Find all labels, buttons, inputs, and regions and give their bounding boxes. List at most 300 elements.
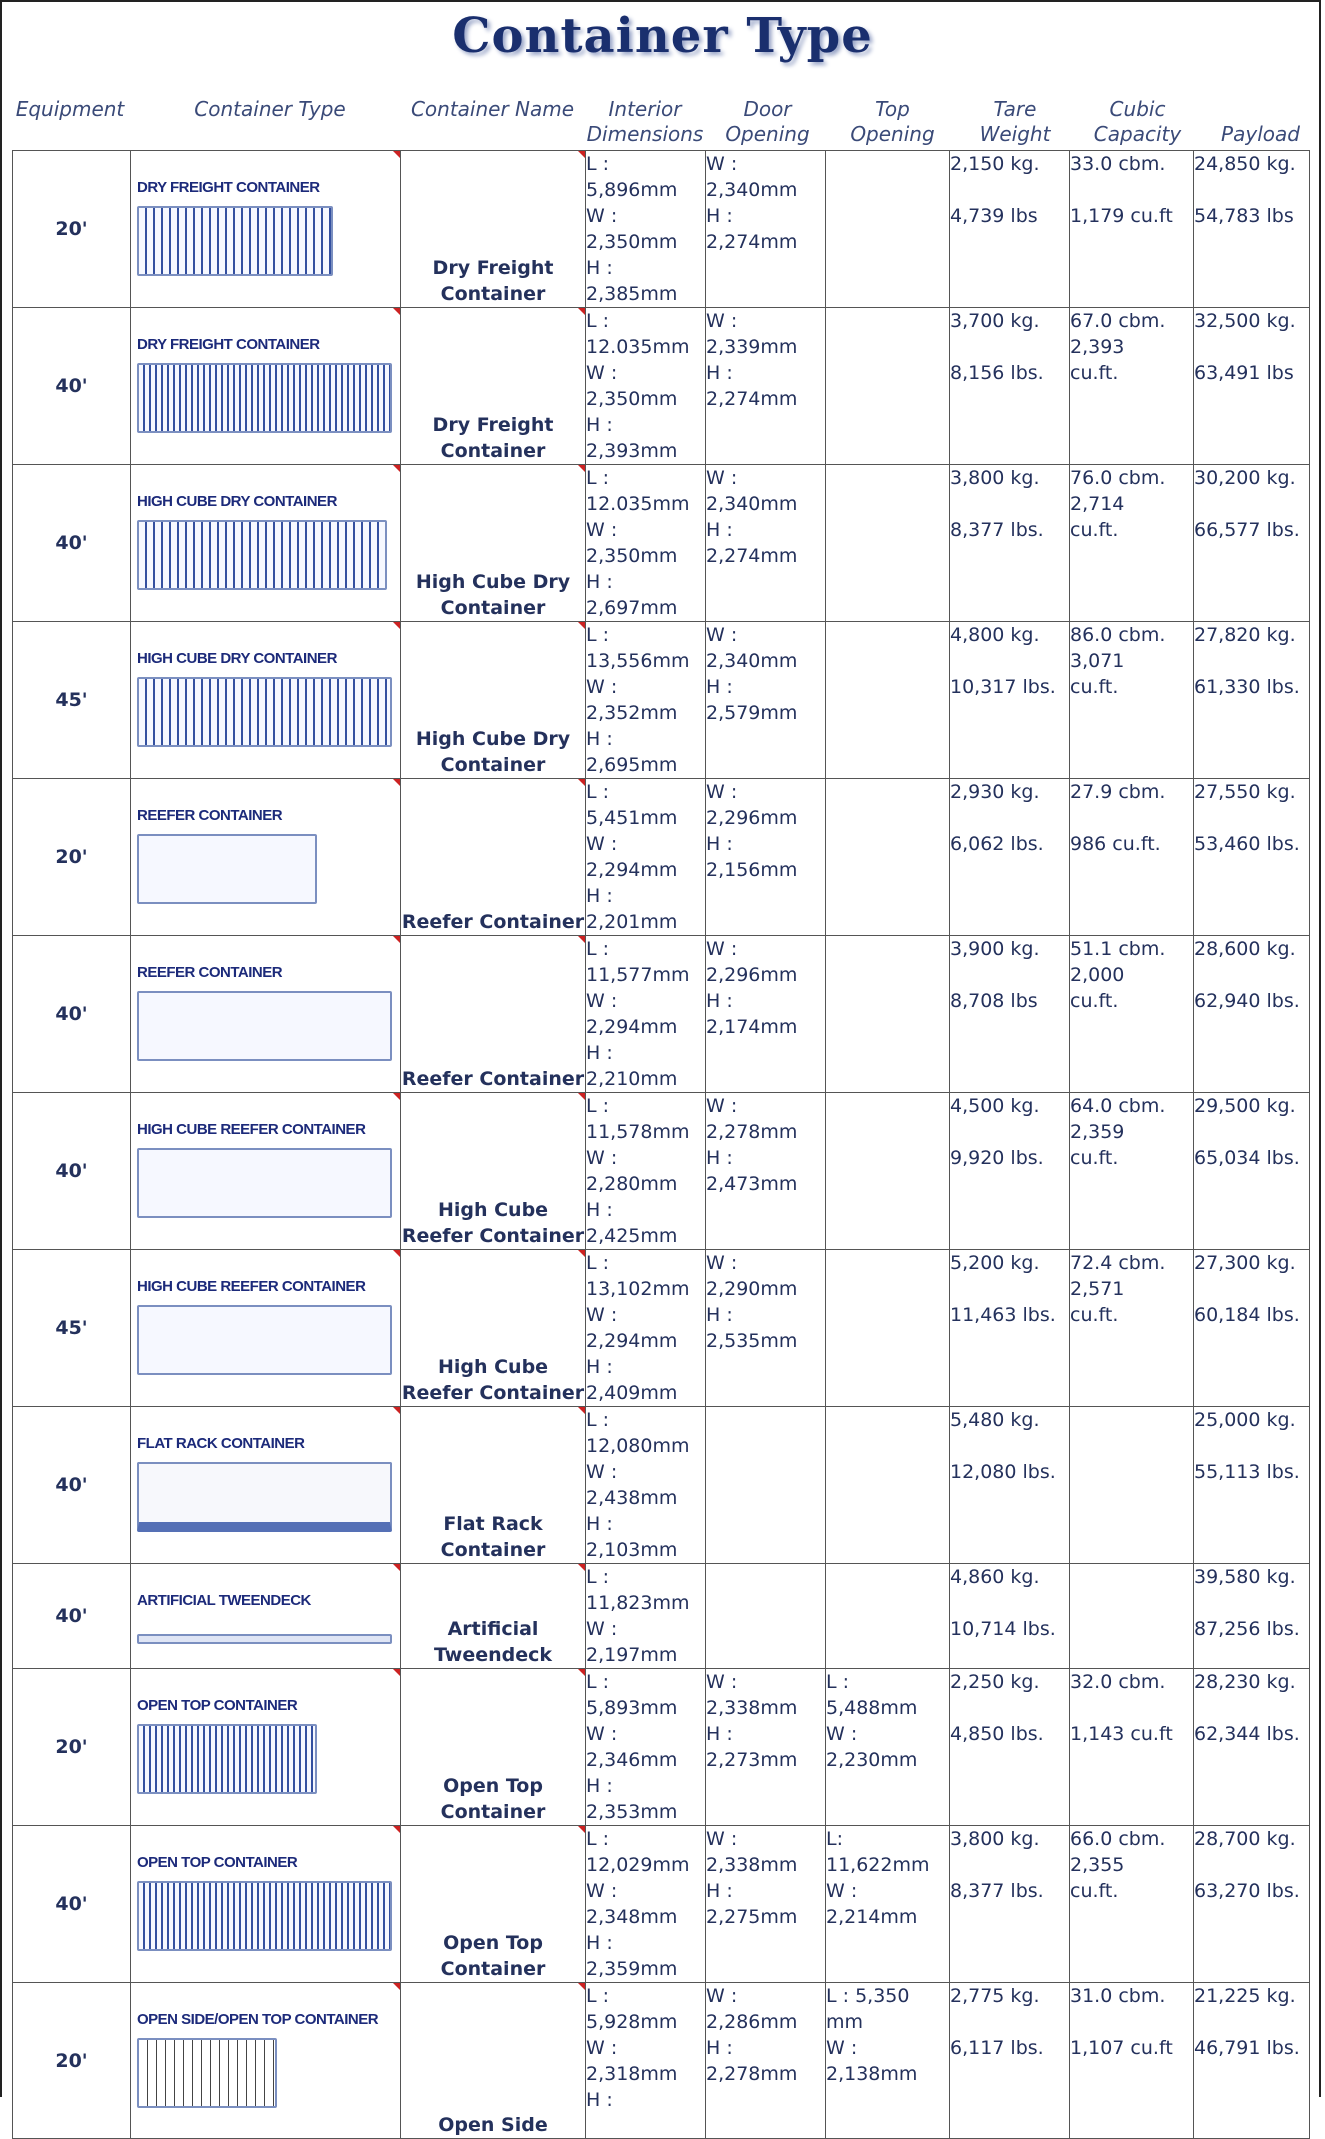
- top-opening-cell: [826, 308, 950, 465]
- header-equipment: Equipment: [15, 97, 125, 121]
- interior-dimensions-value: 2,409mm: [586, 1382, 678, 1404]
- equipment-size: 40': [55, 1474, 88, 1496]
- comment-marker-icon: [393, 1669, 400, 1676]
- cubic-capacity-value: 86.0 cbm.: [1070, 624, 1166, 646]
- interior-dimensions-value: 5,893mm: [586, 1697, 678, 1719]
- payload-value: 25,000 kg.: [1194, 1409, 1296, 1431]
- door-opening-value: 2,339mm: [706, 336, 798, 358]
- equipment-size: 20': [55, 2049, 88, 2072]
- container-name: High Cube Dry Container: [415, 571, 571, 619]
- interior-dimensions-value: W :: [586, 1618, 618, 1640]
- container-type-cell: [131, 1826, 401, 1983]
- door-opening-value: 2,338mm: [706, 1854, 798, 1876]
- comment-marker-icon: [578, 308, 585, 315]
- door-opening-value: W :: [706, 467, 738, 489]
- payload-value: 39,580 kg.: [1194, 1566, 1296, 1588]
- payload-cell: [1194, 1826, 1310, 1983]
- top-opening-cell: [826, 779, 950, 936]
- container-diagram: [137, 1724, 317, 1794]
- cubic-capacity-cell: [1070, 1407, 1194, 1564]
- payload-value: 27,550 kg.: [1194, 781, 1296, 803]
- equipment-size: 45': [55, 1317, 88, 1339]
- container-type-cell: [131, 1564, 401, 1669]
- equipment-cell: [13, 1669, 131, 1826]
- table-row: [13, 308, 1310, 465]
- payload-value: 30,200 kg.: [1194, 467, 1296, 489]
- door-opening-value: H :: [706, 990, 733, 1012]
- interior-dimensions-value: W :: [586, 676, 618, 698]
- top-opening-value: mm: [826, 2011, 864, 2033]
- comment-marker-icon: [578, 1826, 585, 1833]
- payload-value: 46,791 lbs.: [1194, 2037, 1300, 2059]
- interior-dimensions-value: H :: [586, 414, 613, 436]
- door-opening-value: W :: [706, 310, 738, 332]
- door-opening-value: W :: [706, 1252, 738, 1274]
- door-opening-value: W :: [706, 624, 738, 646]
- interior-dimensions-value: L :: [586, 781, 610, 803]
- door-opening-value: 2,278mm: [706, 1121, 798, 1143]
- tare-weight-value: 8,156 lbs.: [950, 362, 1044, 384]
- interior-dimensions-value: W :: [586, 1880, 618, 1902]
- door-opening-value: W :: [706, 153, 738, 175]
- payload-value: 63,270 lbs.: [1194, 1880, 1300, 1902]
- payload-value: 24,850 kg.: [1194, 153, 1296, 175]
- header-door-1: Door: [743, 97, 792, 121]
- container-name: High Cube Dry Container: [415, 728, 571, 776]
- container-name-cell: [401, 1564, 586, 1669]
- tare-weight-cell: [950, 779, 1070, 936]
- cubic-capacity-cell: [1070, 1564, 1194, 1669]
- comment-marker-icon: [578, 1407, 585, 1414]
- equipment-size: 40': [55, 1605, 88, 1627]
- container-name: Reefer Container: [401, 1068, 585, 1090]
- door-opening-cell: [706, 151, 826, 308]
- cubic-capacity-value: cu.ft.: [1070, 1147, 1119, 1169]
- comment-marker-icon: [393, 151, 400, 158]
- comment-marker-icon: [393, 308, 400, 315]
- equipment-cell: [13, 1250, 131, 1407]
- interior-dimensions-value: L :: [586, 310, 610, 332]
- comment-marker-icon: [578, 936, 585, 943]
- door-opening-cell: [706, 622, 826, 779]
- equipment-size: 40': [55, 375, 88, 397]
- cubic-capacity-value: cu.ft.: [1070, 1304, 1119, 1326]
- cubic-capacity-value: 1,107 cu.ft: [1070, 2037, 1173, 2059]
- top-opening-cell: [826, 622, 950, 779]
- header-container-name: Container Name: [410, 97, 575, 121]
- container-type-cell: [131, 465, 401, 622]
- door-opening-cell: [706, 308, 826, 465]
- container-name: Open Side: [438, 2114, 548, 2136]
- tare-weight-value: 11,463 lbs.: [950, 1304, 1056, 1326]
- container-name-cell: [401, 622, 586, 779]
- cubic-capacity-value: cu.ft.: [1070, 676, 1119, 698]
- top-opening-cell: [826, 1407, 950, 1564]
- container-type-label: HIGH CUBE REEFER CONTAINER: [137, 1121, 366, 1138]
- door-opening-value: H :: [706, 2037, 733, 2059]
- table-row: [13, 779, 1310, 936]
- equipment-size: 40': [55, 532, 88, 554]
- door-opening-value: W :: [706, 1828, 738, 1850]
- header-interior-2: Dimensions: [586, 122, 704, 146]
- door-opening-value: W :: [706, 781, 738, 803]
- payload-value: 27,300 kg.: [1194, 1252, 1296, 1274]
- interior-dimensions-value: W :: [586, 362, 618, 384]
- interior-dimensions-value: 12,080mm: [586, 1435, 690, 1457]
- interior-dimensions-value: 2,294mm: [586, 1330, 678, 1352]
- tare-weight-value: 2,930 kg.: [950, 781, 1040, 803]
- door-opening-value: H :: [706, 1880, 733, 1902]
- door-opening-value: H :: [706, 1304, 733, 1326]
- tare-weight-value: 4,800 kg.: [950, 624, 1040, 646]
- tare-weight-value: 2,250 kg.: [950, 1671, 1040, 1693]
- container-name: Flat Rack Container: [440, 1513, 546, 1561]
- payload-cell: [1194, 1669, 1310, 1826]
- interior-dimensions-value: 2,348mm: [586, 1906, 678, 1928]
- header-tare-1: Tare: [993, 97, 1037, 121]
- top-opening-cell: [826, 1826, 950, 1983]
- table-row: [13, 622, 1310, 779]
- comment-marker-icon: [393, 779, 400, 786]
- payload-cell: [1194, 1407, 1310, 1564]
- interior-dimensions-value: H :: [586, 2089, 613, 2111]
- cubic-capacity-value: 27.9 cbm.: [1070, 781, 1166, 803]
- equipment-size: 20': [55, 218, 88, 240]
- interior-dimensions-value: H :: [586, 571, 613, 593]
- container-type-label: REEFER CONTAINER: [137, 807, 283, 824]
- cubic-capacity-value: 986 cu.ft.: [1070, 833, 1161, 855]
- comment-marker-icon: [393, 1093, 400, 1100]
- payload-cell: [1194, 779, 1310, 936]
- interior-dimensions-value: W :: [586, 205, 618, 227]
- door-opening-value: 2,340mm: [706, 179, 798, 201]
- tare-weight-cell: [950, 936, 1070, 1093]
- container-name-cell: [401, 779, 586, 936]
- table-row: [13, 1564, 1310, 1669]
- door-opening-value: W :: [706, 1671, 738, 1693]
- cubic-capacity-value: 2,000: [1070, 964, 1125, 986]
- door-opening-value: 2,296mm: [706, 964, 798, 986]
- equipment-cell: [13, 622, 131, 779]
- table-row: [13, 1983, 1310, 2139]
- door-opening-value: H :: [706, 362, 733, 384]
- interior-dimensions-value: L :: [586, 1409, 610, 1431]
- payload-value: 53,460 lbs.: [1194, 833, 1300, 855]
- top-opening-value: W :: [826, 2037, 858, 2059]
- tare-weight-cell: [950, 1407, 1070, 1564]
- container-type-label: OPEN SIDE/OPEN TOP CONTAINER: [137, 2011, 379, 2028]
- top-opening-value: L:: [826, 1828, 843, 1850]
- container-name: Dry Freight Container: [432, 414, 554, 462]
- container-table: [12, 150, 1310, 2139]
- container-type-label: FLAT RACK CONTAINER: [137, 1435, 305, 1452]
- payload-value: 54,783 lbs: [1194, 205, 1294, 227]
- cubic-capacity-cell: [1070, 1250, 1194, 1407]
- interior-dimensions-cell: [586, 1669, 706, 1826]
- interior-dimensions-value: 2,695mm: [586, 754, 678, 776]
- interior-dimensions-value: 2,359mm: [586, 1958, 678, 1980]
- equipment-cell: [13, 465, 131, 622]
- container-diagram: [137, 2038, 277, 2108]
- top-opening-cell: [826, 151, 950, 308]
- tare-weight-value: 3,800 kg.: [950, 467, 1040, 489]
- payload-value: 60,184 lbs.: [1194, 1304, 1300, 1326]
- interior-dimensions-cell: [586, 1250, 706, 1407]
- cubic-capacity-value: 1,179 cu.ft: [1070, 205, 1173, 227]
- payload-cell: [1194, 465, 1310, 622]
- door-opening-value: W :: [706, 1985, 738, 2007]
- table-row: [13, 151, 1310, 308]
- container-name-cell: [401, 465, 586, 622]
- cubic-capacity-cell: [1070, 1669, 1194, 1826]
- payload-value: 63,491 lbs: [1194, 362, 1294, 384]
- interior-dimensions-value: H :: [586, 1513, 613, 1535]
- top-opening-value: 11,622mm: [826, 1854, 930, 1876]
- interior-dimensions-value: 2,280mm: [586, 1173, 678, 1195]
- cubic-capacity-value: 51.1 cbm.: [1070, 938, 1166, 960]
- table-row: [13, 1826, 1310, 1983]
- container-name-cell: [401, 936, 586, 1093]
- container-diagram: [137, 834, 317, 904]
- interior-dimensions-value: 2,425mm: [586, 1225, 678, 1247]
- interior-dimensions-value: W :: [586, 990, 618, 1012]
- payload-cell: [1194, 1250, 1310, 1407]
- top-opening-value: 2,214mm: [826, 1906, 918, 1928]
- interior-dimensions-value: L :: [586, 1566, 610, 1588]
- container-name-cell: [401, 1669, 586, 1826]
- cubic-capacity-value: cu.ft.: [1070, 990, 1119, 1012]
- container-type-cell: [131, 779, 401, 936]
- payload-cell: [1194, 1564, 1310, 1669]
- equipment-cell: [13, 1826, 131, 1983]
- tare-weight-value: 4,860 kg.: [950, 1566, 1040, 1588]
- top-opening-cell: [826, 1093, 950, 1250]
- equipment-cell: [13, 308, 131, 465]
- tare-weight-value: 5,480 kg.: [950, 1409, 1040, 1431]
- payload-cell: [1194, 1093, 1310, 1250]
- payload-cell: [1194, 151, 1310, 308]
- container-type-label: ARTIFICIAL TWEENDECK: [137, 1592, 311, 1609]
- container-name-cell: [401, 1407, 586, 1564]
- top-opening-value: W :: [826, 1880, 858, 1902]
- door-opening-cell: [706, 1093, 826, 1250]
- header-interior-1: Interior: [608, 97, 682, 121]
- interior-dimensions-value: 12.035mm: [586, 336, 690, 358]
- cubic-capacity-value: 1,143 cu.ft: [1070, 1723, 1173, 1745]
- top-opening-value: L : 5,350: [826, 1985, 910, 2007]
- door-opening-value: 2,473mm: [706, 1173, 798, 1195]
- interior-dimensions-value: 2,350mm: [586, 231, 678, 253]
- equipment-cell: [13, 779, 131, 936]
- payload-cell: [1194, 1983, 1310, 2139]
- payload-value: 21,225 kg.: [1194, 1985, 1296, 2007]
- tare-weight-cell: [950, 1250, 1070, 1407]
- interior-dimensions-value: W :: [586, 1304, 618, 1326]
- interior-dimensions-value: 2,697mm: [586, 597, 678, 619]
- container-type-cell: [131, 1250, 401, 1407]
- comment-marker-icon: [393, 1564, 400, 1571]
- equipment-size: 40': [55, 1003, 88, 1025]
- interior-dimensions-value: 2,353mm: [586, 1801, 678, 1823]
- tare-weight-value: 8,377 lbs.: [950, 1880, 1044, 1902]
- interior-dimensions-cell: [586, 151, 706, 308]
- tare-weight-value: 6,117 lbs.: [950, 2037, 1044, 2059]
- door-opening-cell: [706, 1826, 826, 1983]
- tare-weight-cell: [950, 151, 1070, 308]
- comment-marker-icon: [393, 936, 400, 943]
- door-opening-value: 2,273mm: [706, 1749, 798, 1771]
- equipment-size: 40': [55, 1160, 88, 1182]
- door-opening-cell: [706, 1564, 826, 1669]
- cubic-capacity-value: 33.0 cbm.: [1070, 153, 1166, 175]
- door-opening-value: 2,290mm: [706, 1278, 798, 1300]
- interior-dimensions-value: 2,210mm: [586, 1068, 678, 1090]
- tare-weight-value: 6,062 lbs.: [950, 833, 1044, 855]
- comment-marker-icon: [578, 465, 585, 472]
- container-type-label: OPEN TOP CONTAINER: [137, 1697, 298, 1714]
- cubic-capacity-value: 2,393: [1070, 336, 1125, 358]
- table-row: [13, 465, 1310, 622]
- payload-value: 27,820 kg.: [1194, 624, 1296, 646]
- tare-weight-value: 2,150 kg.: [950, 153, 1040, 175]
- door-opening-cell: [706, 465, 826, 622]
- container-name: High Cube Reefer Container: [401, 1199, 585, 1247]
- equipment-size: 20': [55, 846, 88, 868]
- cubic-capacity-cell: [1070, 465, 1194, 622]
- container-name: High Cube Reefer Container: [401, 1356, 585, 1404]
- tare-weight-value: 4,739 lbs: [950, 205, 1038, 227]
- container-diagram: [137, 1462, 392, 1532]
- interior-dimensions-cell: [586, 308, 706, 465]
- door-opening-value: 2,275mm: [706, 1906, 798, 1928]
- door-opening-value: 2,274mm: [706, 388, 798, 410]
- interior-dimensions-value: H :: [586, 1042, 613, 1064]
- interior-dimensions-value: W :: [586, 1723, 618, 1745]
- door-opening-cell: [706, 779, 826, 936]
- container-diagram: [137, 991, 392, 1061]
- door-opening-value: H :: [706, 519, 733, 541]
- cubic-capacity-cell: [1070, 1093, 1194, 1250]
- interior-dimensions-value: W :: [586, 833, 618, 855]
- interior-dimensions-value: H :: [586, 1199, 613, 1221]
- interior-dimensions-value: 11,578mm: [586, 1121, 690, 1143]
- payload-value: 87,256 lbs.: [1194, 1618, 1300, 1640]
- top-opening-cell: [826, 465, 950, 622]
- container-name-cell: [401, 1826, 586, 1983]
- cubic-capacity-cell: [1070, 1983, 1194, 2139]
- top-opening-value: L :: [826, 1671, 850, 1693]
- tare-weight-cell: [950, 465, 1070, 622]
- table-row: [13, 1093, 1310, 1250]
- tare-weight-cell: [950, 1826, 1070, 1983]
- tare-weight-value: 10,714 lbs.: [950, 1618, 1056, 1640]
- interior-dimensions-value: H :: [586, 1932, 613, 1954]
- interior-dimensions-value: 11,823mm: [586, 1592, 690, 1614]
- interior-dimensions-value: 2,103mm: [586, 1539, 678, 1561]
- interior-dimensions-value: 2,197mm: [586, 1644, 678, 1666]
- payload-value: 55,113 lbs.: [1194, 1461, 1300, 1483]
- payload-cell: [1194, 308, 1310, 465]
- interior-dimensions-value: 13,556mm: [586, 650, 690, 672]
- interior-dimensions-value: H :: [586, 1775, 613, 1797]
- payload-value: 62,344 lbs.: [1194, 1723, 1300, 1745]
- door-opening-value: H :: [706, 833, 733, 855]
- interior-dimensions-value: L :: [586, 938, 610, 960]
- comment-marker-icon: [578, 1983, 585, 1990]
- cubic-capacity-cell: [1070, 622, 1194, 779]
- top-opening-cell: [826, 1669, 950, 1826]
- top-opening-value: 2,230mm: [826, 1749, 918, 1771]
- comment-marker-icon: [393, 465, 400, 472]
- door-opening-value: 2,340mm: [706, 650, 798, 672]
- interior-dimensions-value: W :: [586, 1147, 618, 1169]
- container-name-cell: [401, 1250, 586, 1407]
- interior-dimensions-cell: [586, 465, 706, 622]
- interior-dimensions-value: H :: [586, 728, 613, 750]
- payload-value: 66,577 lbs.: [1194, 519, 1300, 541]
- container-name-cell: [401, 151, 586, 308]
- door-opening-value: W :: [706, 1095, 738, 1117]
- door-opening-value: H :: [706, 1147, 733, 1169]
- table-row: [13, 1669, 1310, 1826]
- interior-dimensions-cell: [586, 1093, 706, 1250]
- container-type-cell: [131, 1669, 401, 1826]
- tare-weight-value: 10,317 lbs.: [950, 676, 1056, 698]
- interior-dimensions-value: 2,294mm: [586, 859, 678, 881]
- interior-dimensions-value: H :: [586, 885, 613, 907]
- table-header: [0, 95, 1321, 150]
- container-name-cell: [401, 1093, 586, 1250]
- door-opening-value: 2,338mm: [706, 1697, 798, 1719]
- interior-dimensions-value: 2,438mm: [586, 1487, 678, 1509]
- interior-dimensions-cell: [586, 936, 706, 1093]
- top-opening-cell: [826, 1250, 950, 1407]
- header-container-type: Container Type: [194, 97, 346, 121]
- interior-dimensions-value: 2,385mm: [586, 283, 678, 305]
- door-opening-value: 2,274mm: [706, 545, 798, 567]
- equipment-cell: [13, 1983, 131, 2139]
- container-name: Open Top Container: [440, 1932, 546, 1980]
- header-top-2: Opening: [850, 122, 935, 146]
- payload-value: 65,034 lbs.: [1194, 1147, 1300, 1169]
- payload-value: 28,600 kg.: [1194, 938, 1296, 960]
- header-door-2: Opening: [725, 122, 810, 146]
- comment-marker-icon: [393, 1250, 400, 1257]
- interior-dimensions-value: 12.035mm: [586, 493, 690, 515]
- container-diagram: [137, 520, 387, 590]
- interior-dimensions-value: 11,577mm: [586, 964, 690, 986]
- interior-dimensions-value: H :: [586, 1356, 613, 1378]
- container-diagram: [137, 1881, 392, 1951]
- door-opening-value: H :: [706, 205, 733, 227]
- door-opening-value: 2,535mm: [706, 1330, 798, 1352]
- cubic-capacity-value: 67.0 cbm.: [1070, 310, 1166, 332]
- comment-marker-icon: [578, 622, 585, 629]
- top-opening-value: W :: [826, 1723, 858, 1745]
- tare-weight-value: 9,920 lbs.: [950, 1147, 1044, 1169]
- container-type-label: OPEN TOP CONTAINER: [137, 1854, 298, 1871]
- table-row: [13, 1407, 1310, 1564]
- tare-weight-cell: [950, 1669, 1070, 1826]
- equipment-cell: [13, 936, 131, 1093]
- interior-dimensions-value: 2,346mm: [586, 1749, 678, 1771]
- cubic-capacity-value: 2,571: [1070, 1278, 1125, 1300]
- cubic-capacity-value: 64.0 cbm.: [1070, 1095, 1166, 1117]
- door-opening-cell: [706, 1407, 826, 1564]
- cubic-capacity-value: 66.0 cbm.: [1070, 1828, 1166, 1850]
- tare-weight-value: 5,200 kg.: [950, 1252, 1040, 1274]
- container-type-label: HIGH CUBE DRY CONTAINER: [137, 650, 337, 667]
